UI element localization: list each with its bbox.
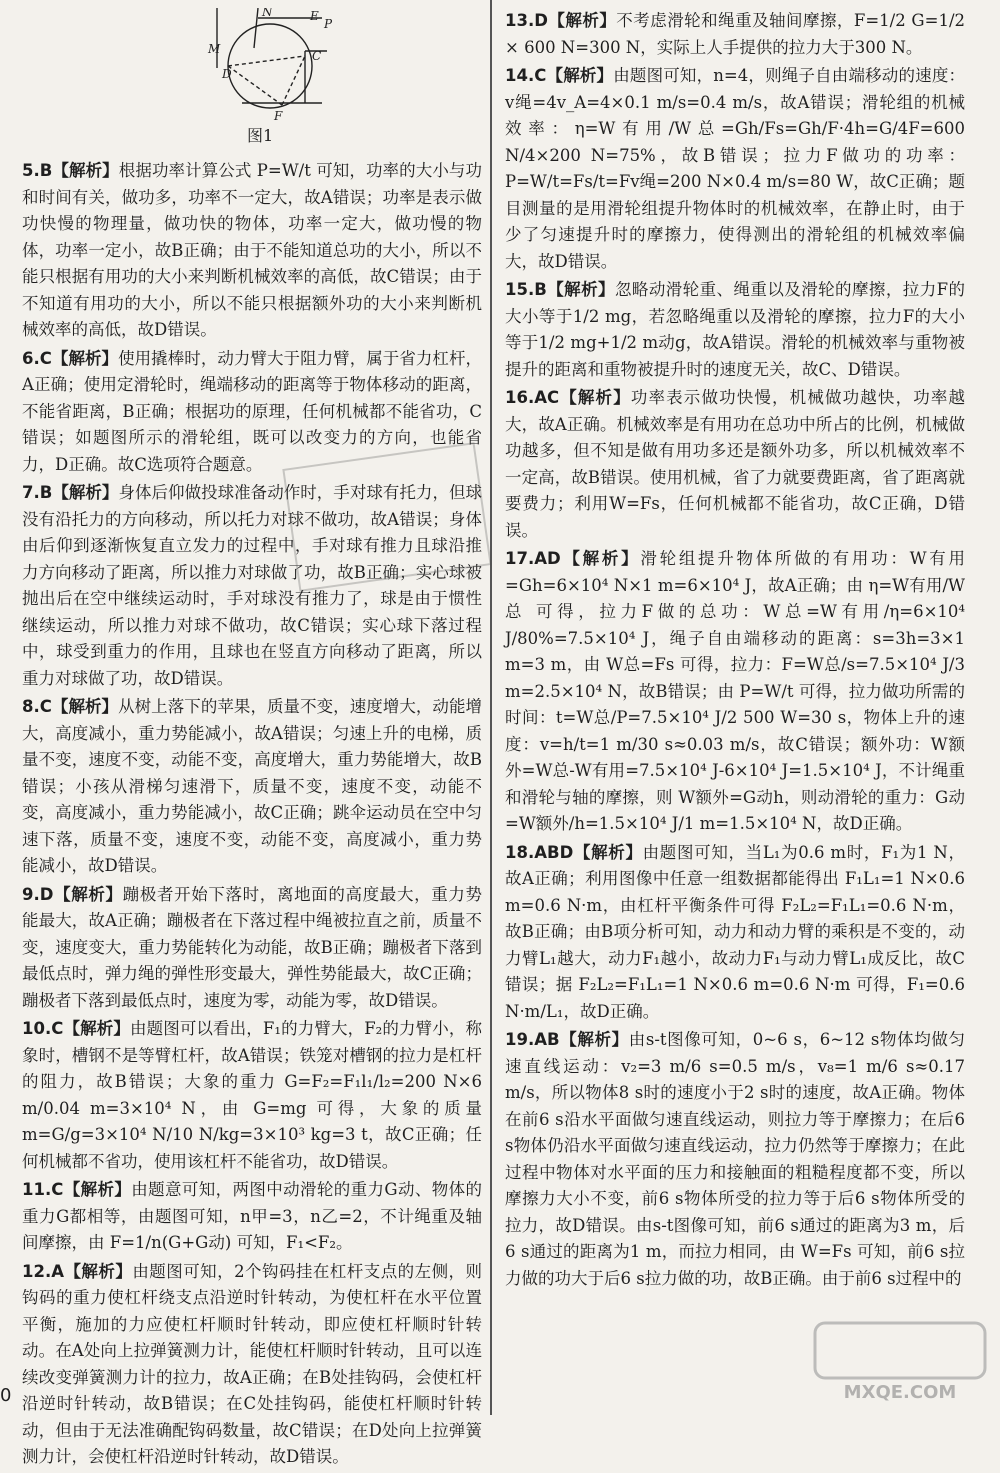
answer-entry xyxy=(505,840,965,1026)
column-divider xyxy=(490,0,492,1415)
left-entries xyxy=(22,158,482,1471)
answer-number: 6.C xyxy=(22,348,52,368)
answer-number: 17.AD xyxy=(505,549,561,568)
answer-text: 从树上落下的苹果，质量不变，速度增大，动能增大，高度减小，重力势能减小，故A错误；匀速上升的电梯，质量不变，速度不变，动能不变，高度增大，重力势能增大，故B错误；小孩从滑梯匀速滑下，质量不变，速度不变，动能不变，高度减小，重力势能减小，故C正确；跳伞运动员在空中匀速下落，质量不变，速度不变，动能不变，高度减小，重力势能减小，故D错误。 xyxy=(22,697,483,875)
answer-entry xyxy=(505,1027,965,1292)
answer-text: 由题图可知，n=4，则绳子自由端移动的速度：v绳=4v_A=4×0.1 m/s=0.4 m/s，故A错误；滑轮组的机械效率：η=W有用/W总=Gh/Fs=Gh/F·4h=G/4F=600 N/4×200 N=75%，故B错误；拉力F做功的功率：P=W/t=Fs/t=Fv绳=200 N×0.4 m/s=80 W，故C正确；题目测量的是用滑轮组提升物体时的机械效率，在静止时，由于少了匀速提升时的摩擦力，使得测出的滑轮组的机械效率偏大，故D错误。 xyxy=(505,66,966,271)
answer-entry xyxy=(505,277,965,383)
watermark-logo xyxy=(805,1318,995,1408)
svg-text:D: D xyxy=(222,67,232,81)
analysis-tag: 【解析】 xyxy=(573,842,643,862)
answer-text: 功率表示做功快慢，机械做功越快，功率越大，故A正确。机械效率是有用功在总功中所占的比例，机械做功越多，但不知是做有用功多还是额外功多，所以机械效率不一定高，故B错误。使用机械，省了力就要费距离，省了距离就要费力；利用W=Fs，任何机械都不能省功，故C正确，D错误。 xyxy=(505,388,966,540)
svg-text:E: E xyxy=(310,9,319,23)
svg-text:N: N xyxy=(262,8,273,19)
answer-text: 由s-t图像可知，0~6 s，6~12 s物体均做匀速直线运动：v₂=3 m/6 s=0.5 m/s，v₈=1 m/6 s≈0.17 m/s，所以物体8 s时的速度小于2 s时的速度，故A正确。物体在前6 s沿水平面做匀速直线运动，则拉力等于摩擦力；在后6 s物体仍沿水平面做匀速直线运动，拉力仍然等于摩擦力；在此过程中物体对水平面的压力和接触面的粗糙程度都不变，所以摩擦力大小不变，前6 s物体所受的拉力等于后6 s物体所受的拉力，故D错误。由s-t图像可知，前6 s通过的距离为3 m，后6 s通过的距离为1 m，而拉力相同，由 W=Fs 可知，前6 s拉力做的功大于后6 s拉力做的功，故B正确。由于前6 s过程中的 xyxy=(505,1030,965,1288)
right-column xyxy=(505,8,965,1294)
answer-entry xyxy=(22,1016,482,1175)
answer-text: 由题图可知，当L₁为0.6 m时，F₁为1 N，故A正确；利用图像中任意一组数据都能得出 F₁L₁=1 N×0.6 m=0.6 N·m，由杠杆平衡条件可得 F₂L₂=F₁L₁=0.6 N·m，故B正确；由B项分析可知，动力和动力臂的乘积是不变的，动力臂L₁越大，动力F₁越小，故动力F₁与动力臂L₁成反比，故C错误；据 F₂L₂=F₁L₁=1 N×0.6 m=0.6 N·m 可得，F₁=0.6 N·m/L₁，故D正确。 xyxy=(505,842,965,1021)
answer-text: 由题图可知，2个钩码挂在杠杆支点的左侧，则钩码的重力使杠杆绕支点沿逆时针转动，为使杠杆在水平位置平衡，施加的力应使杠杆顺时针转动，即应使杠杆顺时针转动。在A处向上拉弹簧测力计，能使杠杆顺时针转动，且可以连续改变弹簧测力计的拉力，故A正确；在B处挂钩码，会使杠杆沿逆时针转动，故B错误；在C处挂钩码，能使杠杆顺时针转动，但由于无法准确配钩码数量，故C错误；在D处向上拉弹簧测力计，会使杠杆沿逆时针转动，故D错误。 xyxy=(22,1261,483,1466)
answer-number: 13.D xyxy=(505,11,548,30)
answer-text: 使用撬棒时，动力臂大于阻力臂，属于省力杠杆，A正确；使用定滑轮时，绳端移动的距离等于物体移动的距离，不能省距离，B正确；根据功的原理，任何机械都不能省功，C错误；如题图所示的滑轮组，既可以改变力的方向，也能省力，D正确。故C选项符合题意。 xyxy=(22,348,483,474)
analysis-tag: 【解析】 xyxy=(559,388,631,407)
svg-text:C: C xyxy=(312,49,322,63)
analysis-tag: 【解析】 xyxy=(51,348,119,368)
answer-text: 由题图可以看出，F₁的力臂大，F₂的力臂小，称象时，槽钢不是等臂杠杆，故A错误；铁笼对槽钢的拉力是杠杆的阻力，故B错误；大象的重力 G=F₂=F₁l₁/l₂=200 N×6 m/0.04 m=3×10⁴ N，由 G=mg 可得，大象的质量 m=G/g=3×10⁴ N/10 N/kg=3×10³ kg=3 t，故C正确；任何机械都不省功，使用该杠杆不能省功，故D错误。 xyxy=(22,1019,482,1171)
analysis-tag: 【解析】 xyxy=(52,161,119,180)
answer-entry xyxy=(22,1177,482,1257)
answer-entry xyxy=(22,694,482,880)
analysis-tag: 【解析】 xyxy=(63,1019,130,1038)
answer-entry xyxy=(22,882,482,1015)
answer-entry xyxy=(505,546,965,838)
answer-text: 由题意可知，两图中动滑轮的重力G动、物体的重力G都相等，由题图可知，n甲=3，n乙=2，不计绳重及轴间摩擦，由 F=1/n(G+G动) 可知，F₁<F₂。 xyxy=(22,1180,483,1252)
left-column xyxy=(22,8,482,1473)
answer-number: 10.C xyxy=(22,1019,64,1038)
answer-text: 不考虑滑轮和绳重及轴间摩擦，F=1/2 G=1/2 × 600 N=300 N，实际上人手提供的拉力大于300 N。 xyxy=(505,11,965,57)
answer-number: 9.D xyxy=(22,884,54,904)
svg-text:M: M xyxy=(208,42,221,56)
answer-number: 12.A xyxy=(22,1261,64,1281)
analysis-tag: 【解析】 xyxy=(559,1030,629,1049)
answer-text: 根据功率计算公式 P=W/t 可知，功率的大小与功和时间有关，做功多，功率不一定大，故A错误；功率是表示做功快慢的物理量，做功快的物体，功率一定大，做功慢的物体，功率一定小，故B正确；由于不能知道总功的大小，所以不能只根据有用功的大小来判断机械效率的高低，故C错误；由于不知道有用功的大小，所以不能只根据额外功的大小来判断机械效率的高低，故D错误。 xyxy=(22,161,482,339)
analysis-tag: 【解析】 xyxy=(546,280,615,299)
answer-number: 14.C xyxy=(505,66,547,85)
analysis-tag: 【解析】 xyxy=(53,884,123,904)
answer-text: 身体后仰做投球准备动作时，手对球有托力，但球没有沿托力的方向移动，所以托力对球不做功，故A错误；身体由后仰到逐渐恢复直立发力的过程中，手对球有推力且球沿推力方向移动了距离，所以推力对球做了功，故B正确；实心球被抛出后在空中继续运动时，手对球没有推力了，球是由于惯性继续运动，所以推力对球不做功，故C错误；实心球下落过程中，球受到重力的作用，且球也在竖直方向移动了距离，所以重力对球做了功，故D错误。 xyxy=(22,483,483,688)
analysis-tag: 【解析】 xyxy=(63,1180,132,1199)
analysis-tag: 【解析】 xyxy=(52,483,119,502)
analysis-tag: 【解析】 xyxy=(64,1261,133,1281)
answer-number: 11.C xyxy=(22,1180,64,1199)
analysis-tag: 【解析】 xyxy=(547,11,617,30)
answer-text: 忽略动滑轮重、绳重以及滑轮的摩擦，拉力F的大小等于1/2 mg，若忽略绳重以及滑轮的摩擦，拉力F的大小等于1/2 mg+1/2 m动g，故A错误。滑轮的机械效率与重物被提升的距离和重物被提升时的速度无关，故C、D错误。 xyxy=(505,280,966,379)
answer-number: 19.AB xyxy=(505,1030,560,1049)
answer-entry xyxy=(22,1259,482,1471)
answer-text: 蹦极者开始下落时，离地面的高度最大，重力势能最大，故A正确；蹦极者在下落过程中绳被拉直之前，质量不变，速度变大，重力势能转化为动能，故B正确；蹦极者下落到最低点时，弹力绳的弹性形变最大，弹性势能最大，故C正确；蹦极者下落到最低点时，速度为零，动能为零，故D错误。 xyxy=(22,884,483,1010)
answer-number: 5.B xyxy=(22,161,53,180)
svg-text:F: F xyxy=(274,109,283,123)
analysis-tag: 【解析】 xyxy=(560,549,641,568)
answer-entry xyxy=(505,385,965,544)
answer-number: 7.B xyxy=(22,483,53,502)
right-entries xyxy=(505,8,965,1292)
analysis-tag: 【解析】 xyxy=(51,697,119,716)
svg-text:P: P xyxy=(324,17,333,31)
answer-number: 15.B xyxy=(505,280,547,299)
figure-caption: 图1 xyxy=(247,126,274,145)
page-number: 0 xyxy=(0,1385,12,1406)
answer-entry xyxy=(505,8,965,61)
svg-text:MXQE.COM: MXQE.COM xyxy=(843,1382,957,1403)
answer-entry xyxy=(22,158,482,344)
answer-number: 16.AC xyxy=(505,388,560,407)
answer-number: 18.ABD xyxy=(505,842,574,862)
answer-entry xyxy=(505,63,965,275)
answer-number: 8.C xyxy=(22,697,52,716)
answer-text: 滑轮组提升物体所做的有用功：W有用=Gh=6×10⁴ N×1 m=6×10⁴ J，故A正确；由 η=W有用/W总 可得，拉力F做的总功：W总=W有用/η=6×10⁴ J/80%=7.5×10⁴ J，绳子自由端移动的距离：s=3h=3×1 m=3 m，由 W总=Fs 可得，拉力：F=W总/s=7.5×10⁴ J/3 m=2.5×10⁴ N，故B错误；由 P=W/t 可得，拉力做功所需的时间：t=W总/P=7.5×10⁴ J/2 500 W=30 s，物体上升的速度：v=h/t=1 m/30 s≈0.03 m/s，故C错误；额外功：W额外=W总-W有用=7.5×10⁴ J-6×10⁴ J=1.5×10⁴ J，不计绳重和滑轮与轴的摩擦，则 W额外=G动h，则动滑轮的重力：G动=W额外/h=1.5×10⁴ J/1 m=1.5×10⁴ N，故D正确。 xyxy=(505,549,965,833)
figure-1 xyxy=(22,8,482,158)
analysis-tag: 【解析】 xyxy=(546,66,614,85)
